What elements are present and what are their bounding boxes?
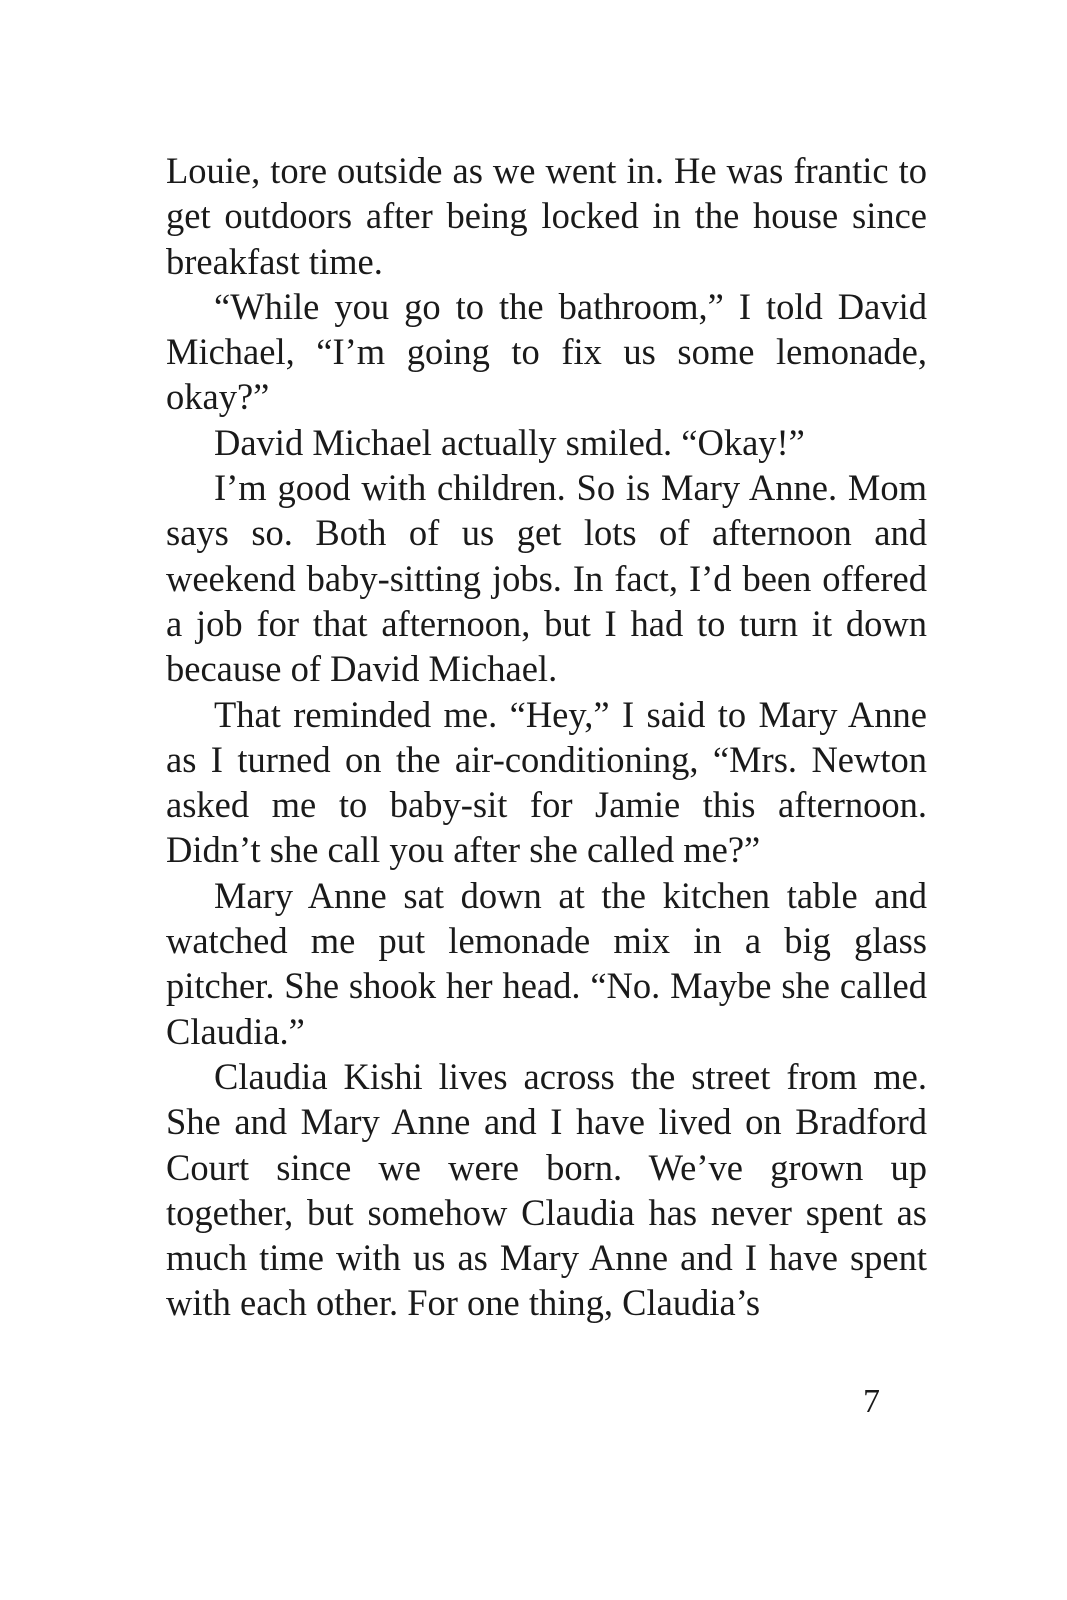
paragraph-3: David Michael actually smiled. “Okay!” (214, 421, 805, 463)
paragraph-4: I’m good with children. So is Mary Anne. Mom says so. Both of us get lots of afternoon and weekend baby-sitting jobs. In fact, I’d been offered a job for that afternoon, but I had to turn it down because of David Michael. (166, 467, 927, 690)
paragraph-7: Claudia Kishi lives across the street from me. She and Mary Anne and I have lived on Bradford Court since we were born. We’ve grown up together, but somehow Claudia has never spent as much time with us as Mary Anne and I have spent with each other. For one thing, Claudia’s (166, 1055, 927, 1324)
paragraph-1: Louie, tore outside as we went in. He was frantic to get outdoors after being locked in the house since breakfast time. (166, 150, 927, 282)
paragraph-2: “While you go to the bathroom,” I told David Michael, “I’m going to fix us some lemonade, okay?” (166, 285, 927, 418)
paragraph-5: That reminded me. “Hey,” I said to Mary Anne as I turned on the air-conditioning, “Mrs. Newton asked me to baby-sit for Jamie this afternoon. Didn’t she call you after she called me?” (166, 693, 927, 871)
body-text (166, 148, 927, 1326)
page-number: 7 (863, 1383, 880, 1420)
paragraph-6: Mary Anne sat down at the kitchen table and watched me put lemonade mix in a big glass pitcher. She shook her head. “No. Maybe she called Claudia.” (166, 874, 927, 1052)
